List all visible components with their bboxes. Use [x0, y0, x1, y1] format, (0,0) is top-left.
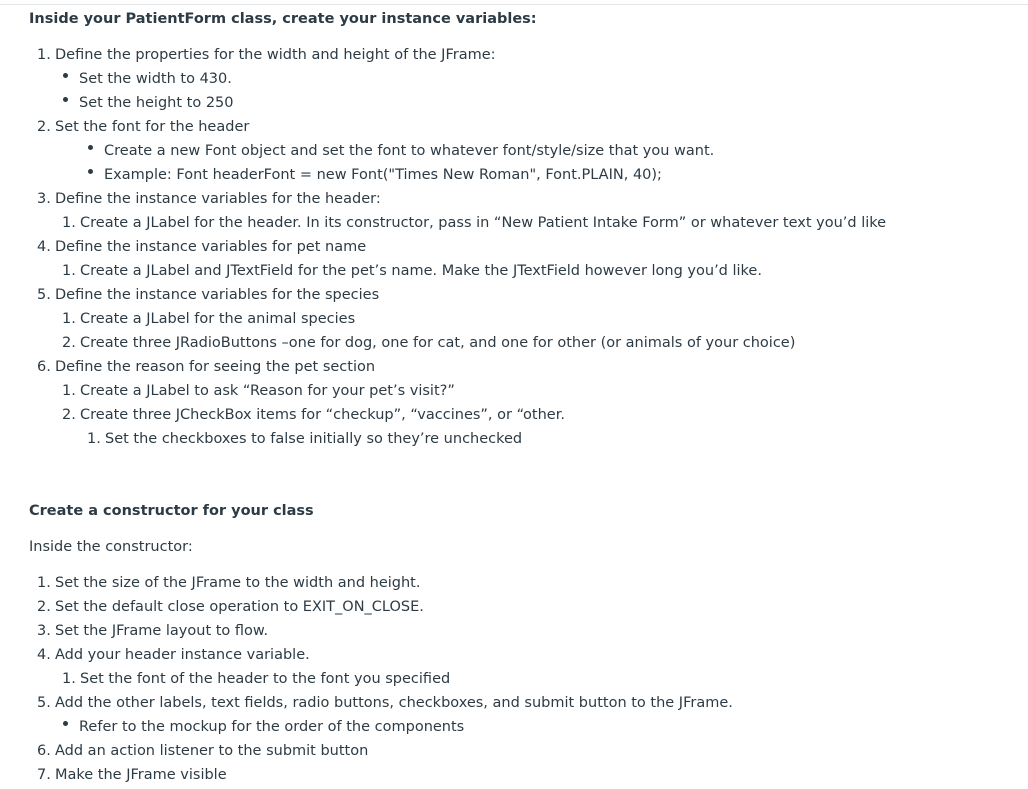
list-item: [37, 597, 424, 617]
list-item: [37, 117, 249, 137]
list-number: 1.: [62, 311, 76, 327]
list-item-text: Set the font for the header: [55, 119, 250, 135]
list-item: [37, 693, 733, 713]
list-item-text: Define the properties for the width and height of the JFrame:: [55, 47, 496, 63]
list-number: 4.: [37, 647, 51, 663]
list-item: [62, 669, 450, 689]
list-number: 2.: [62, 335, 76, 351]
list-item-text: Create three JCheckBox items for “checkup”, “vaccines”, or “other.: [80, 407, 565, 423]
list-item-text: Set the font of the header to the font you specified: [80, 671, 451, 687]
list-item: [61, 69, 232, 89]
list-item-text: Example: Font headerFont = new Font("Times New Roman", Font.PLAIN, 40);: [104, 167, 662, 183]
list-item-text: Create a JLabel and JTextField for the pet’s name. Make the JTextField however long you’d like.: [80, 263, 762, 279]
list-number: 1.: [37, 575, 51, 591]
list-item: [37, 645, 310, 665]
list-item: [37, 189, 381, 209]
list-item: [37, 45, 496, 65]
section-heading-constructor: Create a constructor for your class: [29, 503, 314, 519]
list-item-text: Define the instance variables for pet name: [55, 239, 367, 255]
list-item-text: Define the instance variables for the header:: [55, 191, 381, 207]
top-divider: [0, 4, 1028, 5]
list-item: [86, 165, 662, 185]
list-item-text: Define the instance variables for the species: [55, 287, 380, 303]
list-item-text: Set the JFrame layout to flow.: [55, 623, 269, 639]
list-item: [61, 93, 234, 113]
list-item: [37, 285, 379, 305]
list-item: [62, 405, 565, 425]
list-item-text: Set the checkboxes to false initially so they’re unchecked: [105, 431, 523, 447]
list-number: 3.: [37, 623, 51, 639]
list-item: [87, 429, 522, 449]
list-item: [37, 621, 268, 641]
list-item: [62, 309, 355, 329]
list-item: [62, 333, 795, 353]
list-item: [62, 381, 455, 401]
list-item-text: Create a JLabel for the animal species: [80, 311, 356, 327]
list-number: 1.: [62, 215, 76, 231]
list-number: 1.: [62, 383, 76, 399]
list-item: [62, 213, 886, 233]
list-number: 1.: [37, 47, 51, 63]
list-item: [37, 237, 366, 257]
list-item-text: Refer to the mockup for the order of the components: [79, 719, 465, 735]
list-item: [86, 141, 714, 161]
list-item: [37, 765, 227, 785]
list-item-text: Set the size of the JFrame to the width and height.: [55, 575, 421, 591]
list-number: 2.: [62, 407, 76, 423]
list-number: 6.: [37, 743, 51, 759]
list-number: 4.: [37, 239, 51, 255]
list-item: [37, 741, 368, 761]
list-item: [61, 717, 464, 737]
list-item: [62, 261, 762, 281]
list-number: 6.: [37, 359, 51, 375]
list-number: 3.: [37, 191, 51, 207]
list-number: 5.: [37, 695, 51, 711]
list-number: 2.: [37, 119, 51, 135]
list-item: [37, 573, 420, 593]
list-number: 1.: [62, 671, 76, 687]
list-item: [37, 357, 375, 377]
list-item-text: Create three JRadioButtons –one for dog, one for cat, and one for other (or animals of your choice): [80, 335, 796, 351]
list-item-text: Add the other labels, text fields, radio buttons, checkboxes, and submit button to the JFrame.: [55, 695, 733, 711]
list-item-text: Add an action listener to the submit button: [55, 743, 369, 759]
list-item-text: Create a JLabel for the header. In its constructor, pass in “New Patient Intake Form” or whatever text you’d like: [80, 215, 887, 231]
list-item-text: Make the JFrame visible: [55, 767, 227, 783]
list-number: 5.: [37, 287, 51, 303]
list-item-text: Set the width to 430.: [79, 71, 232, 87]
list-item-text: Set the height to 250: [79, 95, 234, 111]
list-item-text: Create a new Font object and set the font to whatever font/style/size that you want.: [104, 143, 715, 159]
list-number: 2.: [37, 599, 51, 615]
section-intro: Inside the constructor:: [29, 539, 193, 555]
list-item-text: Create a JLabel to ask “Reason for your pet’s visit?”: [80, 383, 455, 399]
list-item-text: Add your header instance variable.: [55, 647, 310, 663]
list-item-text: Set the default close operation to EXIT_ON_CLOSE.: [55, 599, 424, 615]
list-item-text: Define the reason for seeing the pet section: [55, 359, 376, 375]
list-number: 7.: [37, 767, 51, 783]
list-number: 1.: [87, 431, 101, 447]
list-number: 1.: [62, 263, 76, 279]
section-heading-instance-variables: Inside your PatientForm class, create your instance variables:: [29, 11, 537, 27]
